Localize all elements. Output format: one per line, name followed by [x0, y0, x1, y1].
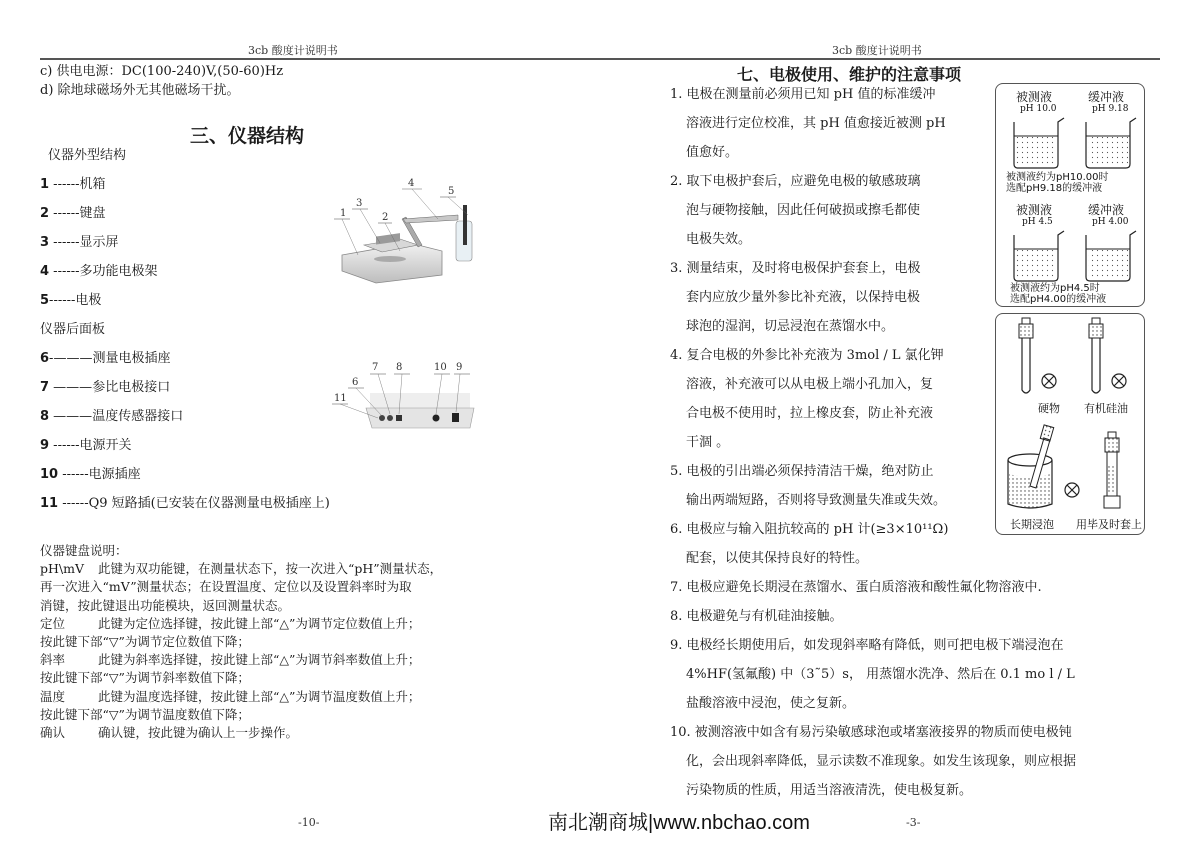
part-item: 1 ------机箱	[40, 177, 106, 192]
key-desc-line: 斜率 此键为斜率选择键，按此键上部“△”为调节斜率数值上升；	[40, 652, 421, 668]
callout-5: 5	[448, 186, 455, 197]
section-title-electrode-care: 七、电极使用、维护的注意事项	[737, 65, 962, 84]
part-item: 6-———测量电极插座	[40, 351, 171, 366]
header-rule	[40, 58, 1160, 60]
key-desc-line: 温度 此键为温度选择键，按此键上部“△”为调节温度数值上升；	[40, 688, 421, 704]
beaker-icons-top	[996, 116, 1144, 172]
part-item: 4 ------多功能电极架	[40, 264, 158, 279]
callout-9: 9	[456, 362, 463, 373]
care-item-3: 3. 测量结束，及时将电极保护套套上，电极 套内应放少量外参比补充液，以保持电极 球泡的湿润，切忌浸泡在蒸馏水中。	[670, 261, 921, 334]
callout-11: 11	[334, 393, 347, 404]
key-desc-line: 确认 确认键，按此键为确认上一步操作。	[40, 725, 299, 741]
section-title-structure: 三、仪器结构	[190, 125, 305, 147]
part-item: 2 ------键盘	[40, 206, 106, 221]
part-item: 5------电极	[40, 293, 102, 308]
callout-8: 8	[396, 362, 403, 373]
care-item-4: 4. 复合电极的外参比补充液为 3mol / L 氯化钾 溶液，补充液可以从电极上端小孔加入，复 合电极不使用时，拉上橡皮套，防止补充液 干涸 。	[670, 348, 944, 450]
label-hard-object: 硬物	[1038, 402, 1060, 415]
meter-front-figure	[330, 175, 490, 285]
care-item-5: 5. 电极的引出端必须保持清洁干燥，绝对防止 输出两端短路，否则将导致测量失准或失效。	[670, 464, 947, 508]
care-item-1: 1. 电极在测量前必须用已知 pH 值的标准缓冲 溶液进行定位校准，其 pH 值愈接近被测 pH 值愈好。	[670, 87, 946, 160]
callout-4: 4	[408, 178, 415, 189]
part-item: 7 ———参比电极接口	[40, 380, 171, 395]
label-silicone-oil: 有机硅油	[1084, 402, 1128, 415]
exterior-heading: 仪器外型结构	[48, 148, 127, 163]
left-running-header: 3cb 酸度计说明书	[248, 44, 338, 57]
care-item-9: 9. 电极经长期使用后，如发现斜率略有降低，则可把电极下端浸泡在 4%HF(氢氟酸) 中（3˜5）s， 用蒸馏水洗净、然后在 0.1 mo l / L 盐酸溶液中浸泡，使之复新。	[670, 638, 1075, 711]
part-item: 3 ------显示屏	[40, 235, 119, 250]
care-item-8: 8. 电极避免与有机硅油接触。	[670, 609, 843, 624]
part-item: 11 ------Q9 短路插(已安装在仪器测量电极插座上)	[40, 496, 330, 511]
magnetic-spec-line: d) 除地球磁场外无其他磁场干扰。	[40, 83, 240, 98]
callout-6: 6	[352, 377, 359, 388]
power-spec-line: c) 供电电源：DC(100-240)V,(50-60)Hz	[40, 64, 284, 79]
callout-3: 3	[356, 198, 363, 209]
keyboard-heading: 仪器键盘说明：	[40, 543, 128, 558]
part-item: 8 ———温度传感器接口	[40, 409, 184, 424]
right-running-header: 3cb 酸度计说明书	[832, 44, 922, 57]
care-item-2: 2. 取下电极护套后，应避免电极的敏感玻璃 泡与硬物接触，因此任何破损或擦毛都使 电极失效。	[670, 174, 921, 247]
callout-7: 7	[372, 362, 379, 373]
part-item: 9 ------电源开关	[40, 438, 132, 453]
key-desc-line: 按此键下部“▽”为调节斜率数值下降；	[40, 670, 250, 686]
meter-rear-figure	[330, 358, 480, 433]
callout-2: 2	[382, 212, 389, 223]
buffer-selection-figure: 被测液 缓冲液 pH 10.0 pH 9.18 被测液约为pH10.00时 选配pH9.18的缓冲液 被测液 缓冲液 pH 4.5 pH 4.00 被测液约为pH4.5时 选配pH4.00的缓冲液	[995, 83, 1145, 307]
label-long-soak: 长期浸泡	[1010, 518, 1054, 531]
key-desc-line: 按此键下部“▽”为调节温度数值下降；	[40, 706, 250, 722]
label-cap-after-use: 用毕及时套上	[1076, 518, 1142, 531]
callout-1: 1	[340, 208, 347, 219]
rear-panel-heading: 仪器后面板	[40, 322, 106, 337]
key-desc-line: 消键，按此键退出功能模块，返回测量状态。	[40, 597, 291, 613]
care-item-10: 10. 被测溶液中如含有易污染敏感球泡或堵塞液接界的物质而使电极钝 化，会出现斜率降低，显示读数不准现象。如发生该现象，则应根据 污染物质的性质，用适当溶液清洗，使电极复新。	[670, 725, 1077, 798]
care-item-6: 6. 电极应与输入阻抗较高的 pH 计(≥3×10¹¹Ω) 配套，以使其保持良好的特性。	[670, 522, 949, 566]
left-page-number: -10-	[298, 816, 320, 829]
part-item: 10 ------电源插座	[40, 467, 141, 482]
electrode-care-figure	[995, 313, 1145, 535]
right-page-number: -3-	[906, 816, 921, 829]
key-desc-line: 定位 此键为定位选择键，按此键上部“△”为调节定位数值上升；	[40, 615, 421, 631]
watermark-brand: 南北潮商城|www.nbchao.com	[548, 812, 810, 834]
callout-10: 10	[434, 362, 447, 373]
key-desc-line: pH\mV 此键为双功能键，在测量状态下，按一次进入“pH”测量状态，	[40, 561, 443, 577]
key-desc-line: 再一次进入“mV”测量状态；在设置温度、定位以及设置斜率时为取	[40, 579, 412, 595]
keyboard-description	[40, 542, 510, 742]
key-desc-line: 按此键下部“▽”为调节定位数值下降；	[40, 634, 250, 650]
beaker-icons-bottom	[996, 229, 1144, 285]
care-item-7: 7. 电极应避免长期浸在蒸馏水、蛋白质溶液和酸性氟化物溶液中.	[670, 580, 1042, 595]
